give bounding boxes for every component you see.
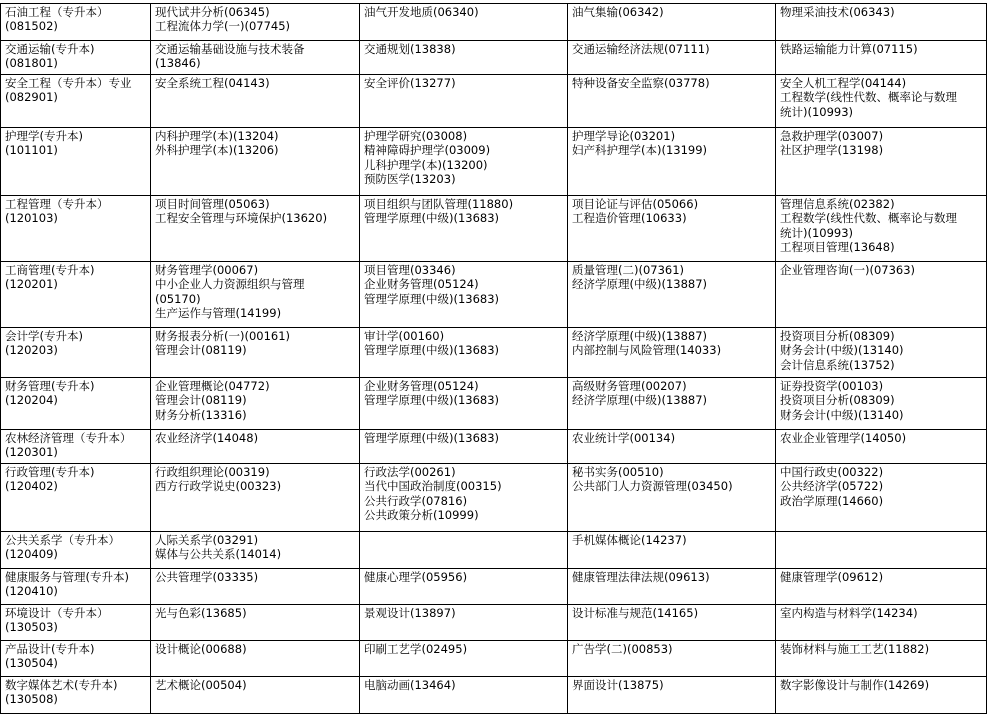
course-name: 公共行政学(07816) xyxy=(364,493,468,508)
major-code: (120410) xyxy=(5,584,58,599)
course-cell-1 xyxy=(151,605,360,641)
major-cell xyxy=(1,128,151,196)
course-cell-3 xyxy=(568,430,776,464)
major-cell xyxy=(1,378,151,430)
course-name: 电脑动画(13464) xyxy=(364,678,456,692)
course-cell-2 xyxy=(360,464,568,532)
course-name: 装饰材料与施工工艺(11882) xyxy=(780,642,930,656)
course-name: 急救护理学(03007) xyxy=(780,129,884,143)
course-cell-2 xyxy=(360,378,568,430)
course-name: 管理会计(08119) xyxy=(155,393,247,408)
course-name: 政治学原理(14660) xyxy=(780,493,884,508)
course-name: 证券投资学(00103) xyxy=(780,379,884,393)
course-name: 管理学原理(中级)(13683) xyxy=(364,291,500,306)
major-cell xyxy=(1,4,151,41)
major-name: 交通运输(专升本) xyxy=(5,42,95,56)
course-name: 交通运输基础设施与技术装备 xyxy=(155,42,305,56)
course-name: 管理学原理(中级)(13683) xyxy=(364,431,500,445)
course-cell-2 xyxy=(360,677,568,714)
course-cell-3 xyxy=(568,532,776,569)
course-cell-2 xyxy=(360,41,568,75)
course-name: 统计)(10993) xyxy=(780,104,854,119)
major-code: (120409) xyxy=(5,547,58,562)
course-name: 景观设计(13897) xyxy=(364,606,456,620)
course-cell-1 xyxy=(151,328,360,378)
course-name: 精神障碍护理学(03009) xyxy=(364,143,491,158)
major-code: (120301) xyxy=(5,445,58,460)
course-cell-3 xyxy=(568,128,776,196)
course-name: 设计概论(00688) xyxy=(155,642,247,656)
course-cell-1 xyxy=(151,677,360,714)
course-cell-2 xyxy=(360,328,568,378)
course-name: 农业经济学(14048) xyxy=(155,431,259,445)
major-name: 公共关系学（专升本） xyxy=(5,533,120,547)
course-name: 社区护理学(13198) xyxy=(780,143,884,158)
course-cell-4 xyxy=(776,605,987,641)
course-name: 工程安全管理与环境保护(13620) xyxy=(155,211,328,226)
major-code: (081801) xyxy=(5,56,58,71)
course-name: 油气开发地质(06340) xyxy=(364,5,479,19)
course-name: 企业管理概论(04772) xyxy=(155,379,270,393)
course-name: 公共部门人力资源管理(03450) xyxy=(572,479,733,494)
table-row xyxy=(1,464,987,532)
course-cell-1 xyxy=(151,464,360,532)
table-row xyxy=(1,41,987,75)
course-name: 工程数学(线性代数、概率论与数理 xyxy=(780,90,957,105)
course-name: 中小企业人力资源组织与管理 xyxy=(155,277,305,292)
course-name: 手机媒体概论(14237) xyxy=(572,533,687,547)
course-cell-1 xyxy=(151,262,360,328)
major-cell xyxy=(1,196,151,262)
course-name: 财务会计(中级)(13140) xyxy=(780,407,904,422)
course-cell-4 xyxy=(776,41,987,75)
course-name: 项目管理(03346) xyxy=(364,263,456,277)
table-row xyxy=(1,4,987,41)
major-name: 会计学(专升本) xyxy=(5,329,83,343)
course-name: 预防医学(13203) xyxy=(364,172,456,187)
course-name: 光与色彩(13685) xyxy=(155,606,247,620)
course-name: 交通规划(13838) xyxy=(364,42,456,56)
course-cell-2 xyxy=(360,4,568,41)
course-cell-1 xyxy=(151,196,360,262)
course-cell-4 xyxy=(776,569,987,605)
course-cell-3 xyxy=(568,196,776,262)
course-name: 工程流体力学(一)(07745) xyxy=(155,19,291,34)
course-cell-2 xyxy=(360,430,568,464)
course-name: 项目时间管理(05063) xyxy=(155,197,270,211)
course-name: 界面设计(13875) xyxy=(572,678,664,692)
major-name: 工程管理（专升本） xyxy=(5,197,109,211)
major-cell xyxy=(1,641,151,677)
course-name: 健康心理学(05956) xyxy=(364,570,468,584)
table-row xyxy=(1,196,987,262)
course-name: 财务报表分析(一)(00161) xyxy=(155,329,291,343)
major-code: (081502) xyxy=(5,19,58,34)
course-cell-4 xyxy=(776,378,987,430)
course-cell-3 xyxy=(568,4,776,41)
course-name: 项目论证与评估(05066) xyxy=(572,197,699,211)
table-row xyxy=(1,128,987,196)
course-name: 媒体与公共关系(14014) xyxy=(155,547,282,562)
course-name: 管理学原理(中级)(13683) xyxy=(364,393,500,408)
table-row xyxy=(1,430,987,464)
course-name: 印刷工艺学(02495) xyxy=(364,642,468,656)
course-cell-3 xyxy=(568,641,776,677)
major-code: (130503) xyxy=(5,620,58,635)
course-name: 质量管理(二)(07361) xyxy=(572,263,685,277)
course-name: 生产运作与管理(14199) xyxy=(155,306,282,321)
course-cell-2 xyxy=(360,262,568,328)
course-name: 企业管理咨询(一)(07363) xyxy=(780,263,916,277)
course-name: (13846) xyxy=(155,56,201,71)
course-cell-2 xyxy=(360,532,568,569)
course-name: 安全人机工程学(04144) xyxy=(780,76,907,90)
course-name: (05170) xyxy=(155,291,201,306)
course-name: 内科护理学(本)(13204) xyxy=(155,129,279,143)
major-code: (130504) xyxy=(5,656,58,671)
course-name: 健康管理学(09612) xyxy=(780,570,884,584)
course-name: 管理会计(08119) xyxy=(155,343,247,358)
major-code: (120103) xyxy=(5,211,58,226)
course-cell-3 xyxy=(568,378,776,430)
course-name: 中国行政史(00322) xyxy=(780,465,884,479)
course-cell-3 xyxy=(568,328,776,378)
course-name: 外科护理学(本)(13206) xyxy=(155,143,279,158)
course-name: 公共管理学(03335) xyxy=(155,570,259,584)
course-cell-4 xyxy=(776,262,987,328)
major-cell xyxy=(1,677,151,714)
major-name: 工商管理(专升本) xyxy=(5,263,95,277)
major-code: (082901) xyxy=(5,90,58,105)
course-name: 农业统计学(00134) xyxy=(572,431,676,445)
course-name: 工程数学(线性代数、概率论与数理 xyxy=(780,211,957,226)
course-name: 会计信息系统(13752) xyxy=(780,357,895,372)
course-name: 室内构造与材料学(14234) xyxy=(780,606,918,620)
course-name: 高级财务管理(00207) xyxy=(572,379,687,393)
course-name: 艺术概论(00504) xyxy=(155,678,247,692)
course-name: 投资项目分析(08309) xyxy=(780,329,895,343)
course-cell-3 xyxy=(568,262,776,328)
course-name: 西方行政学说史(00323) xyxy=(155,479,282,494)
major-cell xyxy=(1,532,151,569)
course-name: 经济学原理(中级)(13887) xyxy=(572,277,708,292)
course-name: 健康管理法律法规(09613) xyxy=(572,570,710,584)
course-name: 工程造价管理(10633) xyxy=(572,211,687,226)
course-name: 物理采油技术(06343) xyxy=(780,5,895,19)
course-cell-1 xyxy=(151,41,360,75)
course-table xyxy=(0,3,987,714)
course-name: 工程项目管理(13648) xyxy=(780,240,895,255)
course-name: 现代试井分析(06345) xyxy=(155,5,270,19)
course-cell-4 xyxy=(776,677,987,714)
course-cell-1 xyxy=(151,569,360,605)
course-name: 护理学导论(03201) xyxy=(572,129,676,143)
course-name: 铁路运输能力计算(07115) xyxy=(780,42,918,56)
major-code: (120402) xyxy=(5,479,58,494)
course-cell-2 xyxy=(360,75,568,128)
course-cell-4 xyxy=(776,532,987,569)
course-cell-2 xyxy=(360,196,568,262)
major-name: 安全工程（专升本）专业 xyxy=(5,76,132,90)
course-name: 油气集输(06342) xyxy=(572,5,664,19)
course-cell-4 xyxy=(776,430,987,464)
major-cell xyxy=(1,430,151,464)
table-row xyxy=(1,641,987,677)
major-name: 护理学(专升本) xyxy=(5,129,83,143)
major-name: 农林经济管理（专升本） xyxy=(5,431,132,445)
course-name: 投资项目分析(08309) xyxy=(780,393,895,408)
course-name: 审计学(00160) xyxy=(364,329,445,343)
course-cell-2 xyxy=(360,569,568,605)
course-cell-3 xyxy=(568,677,776,714)
major-code: (130508) xyxy=(5,692,58,707)
course-name: 设计标准与规范(14165) xyxy=(572,606,699,620)
course-cell-3 xyxy=(568,464,776,532)
course-cell-1 xyxy=(151,641,360,677)
course-name: 企业财务管理(05124) xyxy=(364,277,479,292)
course-cell-3 xyxy=(568,569,776,605)
major-name: 产品设计(专升本) xyxy=(5,642,95,656)
course-name: 安全评价(13277) xyxy=(364,76,456,90)
course-name: 管理学原理(中级)(13683) xyxy=(364,211,500,226)
major-cell xyxy=(1,328,151,378)
course-cell-4 xyxy=(776,196,987,262)
course-cell-4 xyxy=(776,128,987,196)
course-name: 妇产科护理学(本)(13199) xyxy=(572,143,708,158)
major-cell xyxy=(1,569,151,605)
table-row xyxy=(1,532,987,569)
course-name: 人际关系学(03291) xyxy=(155,533,259,547)
course-name: 财务会计(中级)(13140) xyxy=(780,343,904,358)
course-name: 管理学原理(中级)(13683) xyxy=(364,343,500,358)
course-name: 项目组织与团队管理(11880) xyxy=(364,197,514,211)
course-name: 管理信息系统(02382) xyxy=(780,197,895,211)
course-name: 企业财务管理(05124) xyxy=(364,379,479,393)
table-row xyxy=(1,605,987,641)
course-cell-2 xyxy=(360,641,568,677)
course-name: 财务分析(13316) xyxy=(155,407,247,422)
course-cell-1 xyxy=(151,532,360,569)
course-cell-4 xyxy=(776,4,987,41)
course-cell-4 xyxy=(776,328,987,378)
major-code: (120203) xyxy=(5,343,58,358)
course-name: 公共政策分析(10999) xyxy=(364,508,479,523)
major-cell xyxy=(1,605,151,641)
course-table-body xyxy=(1,4,987,714)
major-code: (101101) xyxy=(5,143,58,158)
major-name: 财务管理(专升本) xyxy=(5,379,95,393)
course-name: 财务管理学(00067) xyxy=(155,263,259,277)
course-name: 秘书实务(00510) xyxy=(572,465,664,479)
table-row xyxy=(1,75,987,128)
course-cell-3 xyxy=(568,75,776,128)
course-name: 公共经济学(05722) xyxy=(780,479,884,494)
course-name: 广告学(二)(00853) xyxy=(572,642,673,656)
major-name: 环境设计（专升本） xyxy=(5,606,109,620)
course-name: 统计)(10993) xyxy=(780,225,854,240)
course-name: 经济学原理(中级)(13887) xyxy=(572,393,708,408)
course-name: 行政组织理论(00319) xyxy=(155,465,270,479)
course-name: 内部控制与风险管理(14033) xyxy=(572,343,722,358)
major-name: 石油工程（专升本） xyxy=(5,5,109,19)
course-name: 行政法学(00261) xyxy=(364,465,456,479)
table-row xyxy=(1,262,987,328)
major-cell xyxy=(1,262,151,328)
course-name: 当代中国政治制度(00315) xyxy=(364,479,502,494)
course-cell-1 xyxy=(151,75,360,128)
course-name: 经济学原理(中级)(13887) xyxy=(572,329,708,343)
major-name: 数字媒体艺术(专升本) xyxy=(5,678,118,692)
course-cell-2 xyxy=(360,128,568,196)
course-cell-2 xyxy=(360,605,568,641)
table-row xyxy=(1,378,987,430)
course-name: 安全系统工程(04143) xyxy=(155,76,270,90)
major-cell xyxy=(1,75,151,128)
course-cell-1 xyxy=(151,4,360,41)
major-name: 健康服务与管理(专升本) xyxy=(5,570,129,584)
major-code: (120204) xyxy=(5,393,58,408)
course-cell-1 xyxy=(151,378,360,430)
course-cell-4 xyxy=(776,75,987,128)
course-cell-4 xyxy=(776,464,987,532)
course-name: 农业企业管理学(14050) xyxy=(780,431,907,445)
course-name: 护理学研究(03008) xyxy=(364,129,468,143)
course-name: 特种设备安全监察(03778) xyxy=(572,76,710,90)
course-cell-3 xyxy=(568,605,776,641)
course-cell-4 xyxy=(776,641,987,677)
table-row xyxy=(1,569,987,605)
course-name: 儿科护理学(本)(13200) xyxy=(364,157,488,172)
table-row xyxy=(1,328,987,378)
course-cell-1 xyxy=(151,128,360,196)
course-name: 交通运输经济法规(07111) xyxy=(572,42,710,56)
major-cell xyxy=(1,464,151,532)
course-cell-1 xyxy=(151,430,360,464)
major-cell xyxy=(1,41,151,75)
major-code: (120201) xyxy=(5,277,58,292)
course-cell-3 xyxy=(568,41,776,75)
major-name: 行政管理(专升本) xyxy=(5,465,95,479)
table-row xyxy=(1,677,987,714)
course-name: 数字影像设计与制作(14269) xyxy=(780,678,930,692)
